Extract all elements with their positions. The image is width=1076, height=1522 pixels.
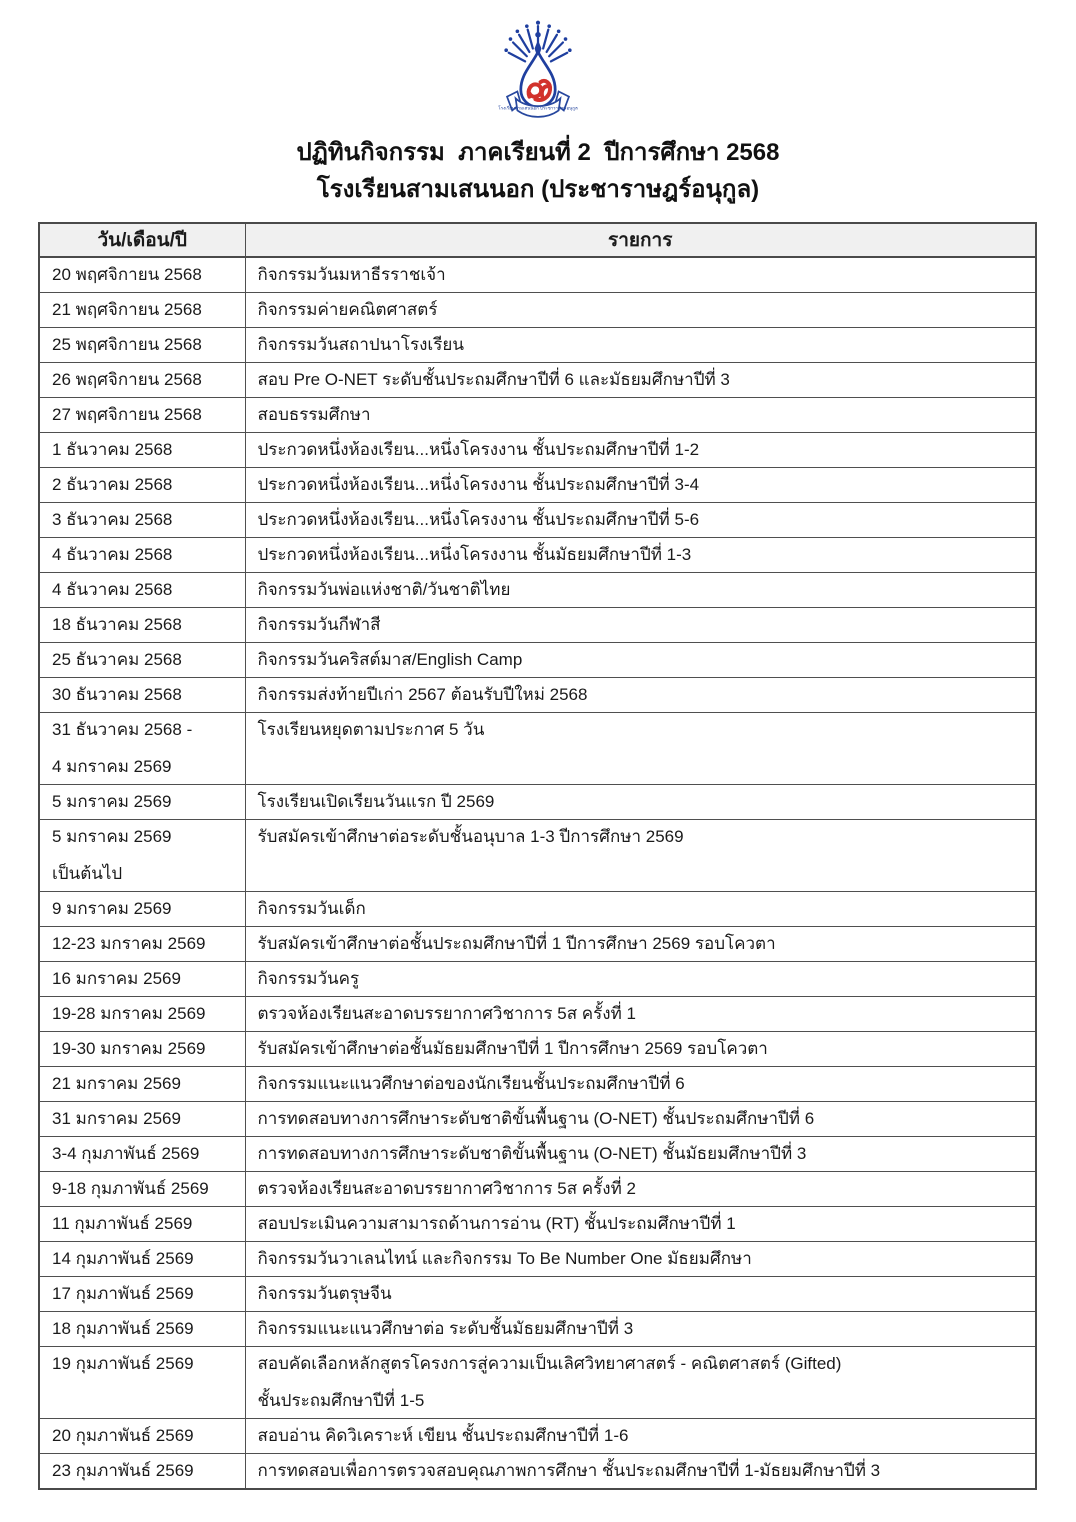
activity-cell-line: สอบคัดเลือกหลักสูตรโครงการสู่ความเป็นเลิศวิทยาศาสตร์ - คณิตศาสตร์ (Gifted) [257,1354,842,1374]
activity-cell [245,785,1036,820]
date-cell-line: 4 มกราคม 2569 [52,757,172,777]
activity-cell [245,293,1036,328]
page-subtitle: โรงเรียนสามเสนนอก (ประชาราษฎร์อนุกูล) [316,176,760,204]
activity-cell-line: กิจกรรมส่งท้ายปีเก่า 2567 ต้อนรับปีใหม่ 2568 [257,685,588,705]
activity-cell-line: ประกวดหนึ่งห้องเรียน...หนึ่งโครงงาน ชั้นประถมศึกษาปีที่ 1-2 [257,440,700,460]
activity-cell [245,1137,1036,1172]
table-row [39,1067,1036,1102]
table-row [39,503,1036,538]
date-cell [39,785,245,820]
column-header-activity: รายการ [245,223,1036,257]
date-cell [39,1172,245,1207]
activity-cell [245,927,1036,962]
activity-cell-line: ตรวจห้องเรียนสะอาดบรรยากาศวิชาการ 5ส ครั้งที่ 2 [257,1179,636,1199]
table-row [39,293,1036,328]
activity-cell [245,538,1036,573]
date-cell-line: 26 พฤศจิกายน 2568 [52,370,202,390]
table-row [39,573,1036,608]
date-cell-line: 5 มกราคม 2569 [52,792,172,812]
activity-cell [245,1347,1036,1419]
date-cell-line: 19-28 มกราคม 2569 [52,1004,206,1024]
date-cell [39,1242,245,1277]
date-cell-line: 9 มกราคม 2569 [52,899,172,919]
activity-cell [245,1102,1036,1137]
activity-cell-line: สอบ Pre O-NET ระดับชั้นประถมศึกษาปีที่ 6 และมัธยมศึกษาปีที่ 3 [257,370,730,390]
date-cell [39,1312,245,1347]
activity-cell-line: การทดสอบเพื่อการตรวจสอบคุณภาพการศึกษา ชั้นประถมศึกษาปีที่ 1-มัธยมศึกษาปีที่ 3 [257,1461,881,1481]
activity-cell-line: การทดสอบทางการศึกษาระดับชาติขั้นพื้นฐาน (O-NET) ชั้นประถมศึกษาปีที่ 6 [257,1109,815,1129]
activity-cell-line: กิจกรรมวันมหาธีรราชเจ้า [257,265,446,285]
activity-cell-line: ประกวดหนึ่งห้องเรียน...หนึ่งโครงงาน ชั้นมัธยมศึกษาปีที่ 1-3 [257,545,692,565]
date-cell [39,257,245,293]
activity-cell-line: การทดสอบทางการศึกษาระดับชาติขั้นพื้นฐาน (O-NET) ชั้นมัธยมศึกษาปีที่ 3 [257,1144,807,1164]
date-cell [39,1454,245,1490]
activity-cell [245,328,1036,363]
activity-cell-line: ประกวดหนึ่งห้องเรียน...หนึ่งโครงงาน ชั้นประถมศึกษาปีที่ 5-6 [257,510,700,530]
date-cell-line: 11 กุมภาพันธ์ 2569 [52,1214,193,1234]
date-cell [39,1419,245,1454]
table-row [39,433,1036,468]
activity-cell-line: กิจกรรมวันเด็ก [257,899,366,919]
date-cell-line: 2 ธันวาคม 2568 [52,475,173,495]
document-header [0,0,1076,208]
table-row [39,820,1036,892]
activity-cell [245,1419,1036,1454]
date-cell-line: 18 กุมภาพันธ์ 2569 [52,1319,194,1339]
table-row [39,678,1036,713]
date-cell [39,503,245,538]
date-cell-line: 3 ธันวาคม 2568 [52,510,173,530]
activity-cell-line: ตรวจห้องเรียนสะอาดบรรยากาศวิชาการ 5ส ครั้งที่ 1 [257,1004,636,1024]
date-cell [39,328,245,363]
activity-cell [245,1172,1036,1207]
activity-cell [245,1454,1036,1490]
activity-cell [245,820,1036,892]
table-row [39,997,1036,1032]
activity-cell [245,962,1036,997]
activity-cell [245,643,1036,678]
date-cell [39,1067,245,1102]
activity-cell-line: กิจกรรมวันพ่อแห่งชาติ/วันชาติไทย [257,580,511,600]
activity-cell [245,678,1036,713]
date-cell [39,962,245,997]
date-cell [39,997,245,1032]
activity-cell-line: กิจกรรมวันคริสต์มาส/English Camp [257,650,523,670]
activity-cell [245,1032,1036,1067]
table-row [39,1277,1036,1312]
date-cell-line: 20 กุมภาพันธ์ 2569 [52,1426,194,1446]
date-cell-line: 4 ธันวาคม 2568 [52,580,173,600]
activity-cell [245,1207,1036,1242]
date-cell-line: 18 ธันวาคม 2568 [52,615,182,635]
date-cell-line: 21 พฤศจิกายน 2568 [52,300,202,320]
table-row [39,398,1036,433]
table-row [39,713,1036,785]
date-cell-line: 3-4 กุมภาพันธ์ 2569 [52,1144,200,1164]
date-cell-line: 25 พฤศจิกายน 2568 [52,335,202,355]
table-header-row [39,223,1036,257]
activity-cell [245,257,1036,293]
date-cell-line: เป็นต้นไป [52,864,123,884]
activity-cell-line: กิจกรรมวันตรุษจีน [257,1284,392,1304]
activity-cell [245,468,1036,503]
table-row [39,468,1036,503]
date-cell-line: 31 ธันวาคม 2568 - [52,720,193,740]
date-cell-line: 25 ธันวาคม 2568 [52,650,182,670]
activity-cell-line: กิจกรรมวันกีฬาสี [257,615,381,635]
activity-cell-line: รับสมัครเข้าศึกษาต่อระดับชั้นอนุบาล 1-3 ปีการศึกษา 2569 [257,827,684,847]
date-cell [39,538,245,573]
date-cell-line: 31 มกราคม 2569 [52,1109,181,1129]
date-cell-line: 27 พฤศจิกายน 2568 [52,405,202,425]
column-header-date: วัน/เดือน/ปี [39,223,245,257]
table-row [39,643,1036,678]
activity-cell [245,1277,1036,1312]
page-title: ปฏิทินกิจกรรม ภาคเรียนที่ 2 ปีการศึกษา 2568 [296,139,780,166]
activity-calendar-table [38,222,1037,1490]
table-row [39,1454,1036,1490]
activity-cell-line: กิจกรรมแนะแนวศึกษาต่อ ระดับชั้นมัธยมศึกษาปีที่ 3 [257,1319,634,1339]
date-cell [39,820,245,892]
table-row [39,538,1036,573]
activity-cell-line: กิจกรรมวันสถาปนาโรงเรียน [257,335,464,355]
date-cell-line: 21 มกราคม 2569 [52,1074,181,1094]
date-cell [39,363,245,398]
school-emblem-icon [495,14,581,126]
table-row [39,927,1036,962]
calendar-table-body [39,257,1036,1489]
date-cell [39,927,245,962]
activity-cell [245,433,1036,468]
date-cell-line: 30 ธันวาคม 2568 [52,685,182,705]
table-row [39,1032,1036,1067]
table-row [39,363,1036,398]
activity-cell-line: กิจกรรมค่ายคณิตศาสตร์ [257,300,438,320]
table-row [39,1312,1036,1347]
activity-cell [245,608,1036,643]
date-cell [39,573,245,608]
activity-cell [245,503,1036,538]
table-row [39,1242,1036,1277]
date-cell-line: 4 ธันวาคม 2568 [52,545,173,565]
activity-cell-line: รับสมัครเข้าศึกษาต่อชั้นประถมศึกษาปีที่ 1 ปีการศึกษา 2569 รอบโควตา [257,934,776,954]
activity-cell [245,1312,1036,1347]
date-cell [39,398,245,433]
date-cell [39,1277,245,1312]
date-cell [39,892,245,927]
date-cell-line: 19 กุมภาพันธ์ 2569 [52,1354,194,1374]
activity-cell-line: ชั้นประถมศึกษาปีที่ 1-5 [257,1391,425,1411]
date-cell-line: 16 มกราคม 2569 [52,969,181,989]
activity-cell-line: สอบประเมินความสามารถด้านการอ่าน (RT) ชั้นประถมศึกษาปีที่ 1 [257,1214,736,1234]
date-cell [39,608,245,643]
school-logo [0,14,1076,126]
date-cell-line: 1 ธันวาคม 2568 [52,440,173,460]
date-cell [39,293,245,328]
table-row [39,608,1036,643]
table-row [39,962,1036,997]
date-cell [39,643,245,678]
date-cell-line: 20 พฤศจิกายน 2568 [52,265,202,285]
table-row [39,1347,1036,1419]
activity-cell [245,713,1036,785]
logo-banner-text: โรงเรียนสามเสนนอก ประชาราษฎร์อนุกูล [498,105,578,111]
date-cell [39,433,245,468]
table-row [39,892,1036,927]
date-cell-line: 5 มกราคม 2569 [52,827,172,847]
activity-cell [245,398,1036,433]
date-cell [39,1032,245,1067]
date-cell-line: 23 กุมภาพันธ์ 2569 [52,1461,194,1481]
activity-cell-line: ประกวดหนึ่งห้องเรียน...หนึ่งโครงงาน ชั้นประถมศึกษาปีที่ 3-4 [257,475,700,495]
table-row [39,1419,1036,1454]
activity-cell-line: โรงเรียนหยุดตามประกาศ 5 วัน [257,720,485,740]
activity-cell-line: กิจกรรมวันครู [257,969,360,989]
table-row [39,1207,1036,1242]
date-cell [39,713,245,785]
activity-cell [245,573,1036,608]
table-row [39,328,1036,363]
activity-cell [245,363,1036,398]
date-cell-line: 19-30 มกราคม 2569 [52,1039,206,1059]
activity-cell-line: สอบอ่าน คิดวิเคราะห์ เขียน ชั้นประถมศึกษาปีที่ 1-6 [257,1426,629,1446]
date-cell-line: 9-18 กุมภาพันธ์ 2569 [52,1179,209,1199]
date-cell-line: 14 กุมภาพันธ์ 2569 [52,1249,194,1269]
activity-cell [245,1242,1036,1277]
table-row [39,1102,1036,1137]
activity-cell-line: สอบธรรมศึกษา [257,405,371,425]
date-cell [39,1102,245,1137]
date-cell [39,678,245,713]
activity-cell [245,1067,1036,1102]
activity-cell [245,997,1036,1032]
date-cell-line: 12-23 มกราคม 2569 [52,934,206,954]
activity-cell [245,892,1036,927]
activity-cell-line: กิจกรรมแนะแนวศึกษาต่อของนักเรียนชั้นประถมศึกษาปีที่ 6 [257,1074,685,1094]
activity-cell-line: รับสมัครเข้าศึกษาต่อชั้นมัธยมศึกษาปีที่ 1 ปีการศึกษา 2569 รอบโควตา [257,1039,768,1059]
activity-cell-line: โรงเรียนเปิดเรียนวันแรก ปี 2569 [257,792,495,812]
table-row [39,1137,1036,1172]
table-row [39,1172,1036,1207]
activity-cell-line: กิจกรรมวันวาเลนไทน์ และกิจกรรม To Be Number One มัธยมศึกษา [257,1249,752,1269]
table-row [39,785,1036,820]
date-cell [39,1207,245,1242]
table-row [39,257,1036,293]
date-cell [39,468,245,503]
date-cell-line: 17 กุมภาพันธ์ 2569 [52,1284,194,1304]
date-cell [39,1137,245,1172]
date-cell [39,1347,245,1419]
